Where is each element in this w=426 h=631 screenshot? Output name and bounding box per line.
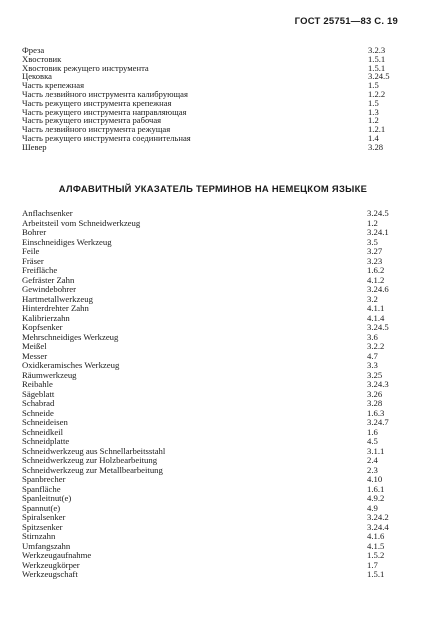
term-entry xyxy=(22,561,410,571)
term-code: 1.5 xyxy=(368,97,379,108)
term-code: 1.6.3 xyxy=(367,407,385,418)
term-entry xyxy=(22,551,410,561)
term-text: Цековка xyxy=(22,71,52,82)
term-code: 3.2.2 xyxy=(367,341,385,351)
term-code: 3.2.3 xyxy=(368,45,386,55)
term-text: Schneideisen xyxy=(22,417,68,427)
term-text: Schneidplatte xyxy=(22,436,70,446)
term-entry xyxy=(22,418,410,428)
term-text: Часть режущего инструмента направляющая xyxy=(22,106,187,117)
term-code: 4.1.1 xyxy=(367,303,385,313)
term-entry xyxy=(22,409,410,419)
term-text: Anflachsenker xyxy=(22,208,73,218)
term-text: Kopfsenker xyxy=(22,322,63,332)
term-text: Spannut(e) xyxy=(22,502,61,513)
term-code: 3.6 xyxy=(367,331,378,342)
term-entry xyxy=(22,257,410,267)
term-code: 3.24.1 xyxy=(367,227,389,237)
term-code: 3.24.5 xyxy=(368,71,390,82)
term-entry xyxy=(22,46,410,55)
term-code: 3.3 xyxy=(367,360,378,370)
term-code: 1.6.1 xyxy=(367,483,385,494)
term-entry xyxy=(22,570,410,580)
term-text: Werkzeugkörper xyxy=(22,559,80,570)
term-code: 1.5.1 xyxy=(368,53,386,64)
term-text: Arbeitsteil vom Schneidwerkzeug xyxy=(22,217,141,228)
term-code: 3.2 xyxy=(367,293,378,304)
term-code: 3.24.5 xyxy=(367,208,389,218)
term-code: 3.27 xyxy=(367,246,383,256)
term-entry xyxy=(22,134,410,143)
term-text: Feile xyxy=(22,246,40,256)
term-text: Fräser xyxy=(22,255,44,266)
term-text: Часть режущего инструмента крепежная xyxy=(22,97,172,108)
term-entry xyxy=(22,523,410,533)
term-text: Freifläche xyxy=(22,265,58,275)
term-code: 3.28 xyxy=(368,141,384,152)
term-text: Хвостовик xyxy=(22,53,62,64)
term-code: 1.5.1 xyxy=(367,569,385,579)
term-text: Räumwerkzeug xyxy=(22,369,77,380)
section-title: АЛФАВИТНЫЙ УКАЗАТЕЛЬ ТЕРМИНОВ НА НЕМЕЦКОМ ЯЗЫКЕ xyxy=(58,183,368,194)
term-code: 2.3 xyxy=(367,464,378,475)
term-text: Schneide xyxy=(22,407,54,418)
term-code: 3.24.7 xyxy=(367,417,389,427)
term-text: Spiralsenker xyxy=(22,512,66,522)
term-code: 1.5 xyxy=(368,80,379,91)
term-code: 1.6 xyxy=(367,426,378,437)
term-entry xyxy=(22,390,410,400)
term-text: Spanfläche xyxy=(22,483,61,494)
term-entry xyxy=(22,371,410,381)
russian-terms-list xyxy=(22,46,410,152)
term-code: 4.9 xyxy=(367,502,378,513)
term-code: 1.2.2 xyxy=(368,88,386,99)
term-code: 1.5.1 xyxy=(368,62,386,73)
term-text: Mehrschneidiges Werkzeug xyxy=(22,331,119,342)
term-text: Spanbrecher xyxy=(22,474,66,484)
term-entry xyxy=(22,475,410,485)
term-code: 4.5 xyxy=(367,436,378,446)
term-entry xyxy=(22,304,410,314)
term-code: 4.1.4 xyxy=(367,312,385,323)
term-text: Schabrad xyxy=(22,398,55,408)
term-text: Hinterdrehter Zahn xyxy=(22,303,89,313)
term-text: Meißel xyxy=(22,341,47,351)
german-terms-list xyxy=(22,209,410,580)
term-text: Spitzsenker xyxy=(22,521,63,532)
term-text: Stirnzahn xyxy=(22,531,56,541)
term-code: 4.10 xyxy=(367,474,383,484)
term-text: Umfangszahn xyxy=(22,540,71,551)
term-entry xyxy=(22,466,410,476)
term-code: 3.26 xyxy=(367,388,383,399)
term-text: Schneidwerkzeug zur Holzbearbeitung xyxy=(22,455,158,465)
term-code: 3.24.2 xyxy=(367,512,389,522)
term-text: Часть крепежная xyxy=(22,80,85,91)
term-entry xyxy=(22,314,410,324)
term-text: Часть режущего инструмента рабочая xyxy=(22,115,162,126)
term-code: 1.7 xyxy=(367,559,378,570)
term-text: Einschneidiges Werkzeug xyxy=(22,236,112,247)
term-code: 4.1.2 xyxy=(367,274,385,285)
term-code: 1.5.2 xyxy=(367,550,385,560)
term-code: 1.2 xyxy=(368,115,379,126)
term-text: Хвостовик режущего инструмента xyxy=(22,62,149,73)
term-code: 1.3 xyxy=(368,106,379,117)
term-text: Bohrer xyxy=(22,227,47,237)
term-code: 3.24.4 xyxy=(367,521,389,532)
term-text: Шевер xyxy=(22,141,47,152)
term-code: 3.24.3 xyxy=(367,379,389,389)
term-code: 3.5 xyxy=(367,236,378,247)
term-code: 4.7 xyxy=(367,350,378,361)
term-entry xyxy=(22,485,410,495)
term-entry xyxy=(22,238,410,248)
term-text: Spanleitnut(e) xyxy=(22,493,72,503)
term-entry xyxy=(22,143,410,152)
term-code: 3.24.6 xyxy=(367,284,389,294)
term-text: Gewindebohrer xyxy=(22,284,77,294)
term-text: Werkzeugschaft xyxy=(22,569,78,579)
term-entry xyxy=(22,399,410,409)
term-text: Часть лезвийного инструмента режущая xyxy=(22,124,171,135)
term-text: Gefräster Zahn xyxy=(22,274,75,285)
term-text: Oxidkeramisches Werkzeug xyxy=(22,360,120,370)
term-code: 1.2.1 xyxy=(368,124,386,135)
term-code: 1.6.2 xyxy=(367,265,385,275)
term-entry xyxy=(22,276,410,286)
term-text: Часть лезвийного инструмента калибрующая xyxy=(22,88,188,99)
term-text: Messer xyxy=(22,350,48,361)
term-entry xyxy=(22,380,410,390)
term-entry xyxy=(22,504,410,514)
term-code: 3.25 xyxy=(367,369,383,380)
term-text: Hartmetallwerkzeug xyxy=(22,293,93,304)
term-text: Sägeblatt xyxy=(22,388,55,399)
term-entry xyxy=(22,494,410,504)
term-code: 3.1.1 xyxy=(367,445,385,456)
term-text: Schneidwerkzeug aus Schnellarbeitsstahl xyxy=(22,445,166,456)
term-entry xyxy=(22,333,410,343)
term-entry xyxy=(22,513,410,523)
term-text: Фреза xyxy=(22,45,45,55)
term-entry xyxy=(22,428,410,438)
term-text: Kalibrierzahn xyxy=(22,312,70,323)
term-code: 3.24.5 xyxy=(367,322,389,332)
term-code: 4.1.5 xyxy=(367,540,385,551)
term-code: 3.23 xyxy=(367,255,383,266)
page-header: ГОСТ 25751—83 С. 19 xyxy=(294,16,398,27)
term-text: Reibahle xyxy=(22,379,53,389)
term-code: 3.28 xyxy=(367,398,383,408)
term-entry xyxy=(22,342,410,352)
term-code: 2.4 xyxy=(367,455,378,465)
term-entry xyxy=(22,64,410,73)
term-text: Schneidwerkzeug zur Metallbearbeitung xyxy=(22,464,163,475)
term-entry xyxy=(22,266,410,276)
term-entry xyxy=(22,532,410,542)
term-text: Schneidkeil xyxy=(22,426,64,437)
term-code: 1.4 xyxy=(368,132,379,143)
term-code: 4.9.2 xyxy=(367,493,385,503)
term-text: Часть режущего инструмента соединительная xyxy=(22,132,191,143)
term-text: Werkzeugaufnahme xyxy=(22,550,92,560)
term-entry xyxy=(22,219,410,229)
term-entry xyxy=(22,247,410,257)
term-entry xyxy=(22,361,410,371)
term-code: 1.2 xyxy=(367,217,378,228)
term-code: 4.1.6 xyxy=(367,531,385,541)
